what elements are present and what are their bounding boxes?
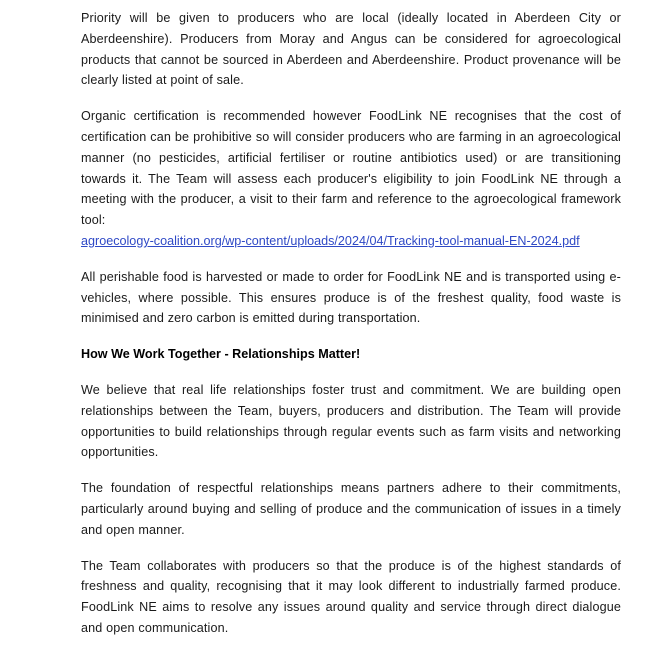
paragraph-priority-producers: Priority will be given to producers who are local (ideally located in Aberdeen City or Aberdeenshire). Producers from Moray and Angus can be considered for agroecological products that cannot be sourced in Aberdeen and Aberdeenshire. Product provenance will be clearly listed at point of sale.: [81, 11, 621, 88]
paragraph-organic-certification: Organic certification is recommended however FoodLink NE recognises that the cost of certification can be prohibitive so will consider producers who are farming in an agroecological manner (no pesticides, artificial fertiliser or routine antibiotics used) or are transitioning towards it. The Team will assess each producer's eligibility to join FoodLink NE through a meeting with the producer, a visit to their farm and reference to the agroecological framework tool:: [81, 109, 621, 228]
paragraph-perishable-food: All perishable food is harvested or made to order for FoodLink NE and is transported using e-vehicles, where possible. This ensures produce is of the freshest quality, food waste is minimised and zero carbon is emitted during transportation.: [81, 269, 621, 326]
paragraph-respectful-relationships: The foundation of respectful relationships means partners adhere to their commitments, particularly around buying and selling of produce and the communication of issues in a timely and open manner.: [81, 481, 621, 537]
paragraph-team-collaborates: The Team collaborates with producers so that the produce is of the highest standards of freshness and quality, recognising that it may look different to industrially farmed produce. FoodLink NE aims to resolve any issues around quality and service through direct dialogue and open communication.: [81, 558, 621, 635]
paragraph-real-life-relationships: We believe that real life relationships foster trust and commitment. We are building open relationships between the Team, buyers, producers and distribution. The Team will provide opportunities to build relationships through regular events such as farm visits and networking opportunities.: [81, 382, 621, 460]
document-body: [81, 8, 621, 654]
agroecology-framework-tool-link[interactable]: agroecology-coalition.org/wp-content/uploads/2024/04/Tracking-tool-manual-EN-2024.pdf: [81, 233, 580, 248]
link-line: [81, 231, 621, 252]
heading-how-we-work-together: How We Work Together - Relationships Matter!: [81, 347, 361, 362]
